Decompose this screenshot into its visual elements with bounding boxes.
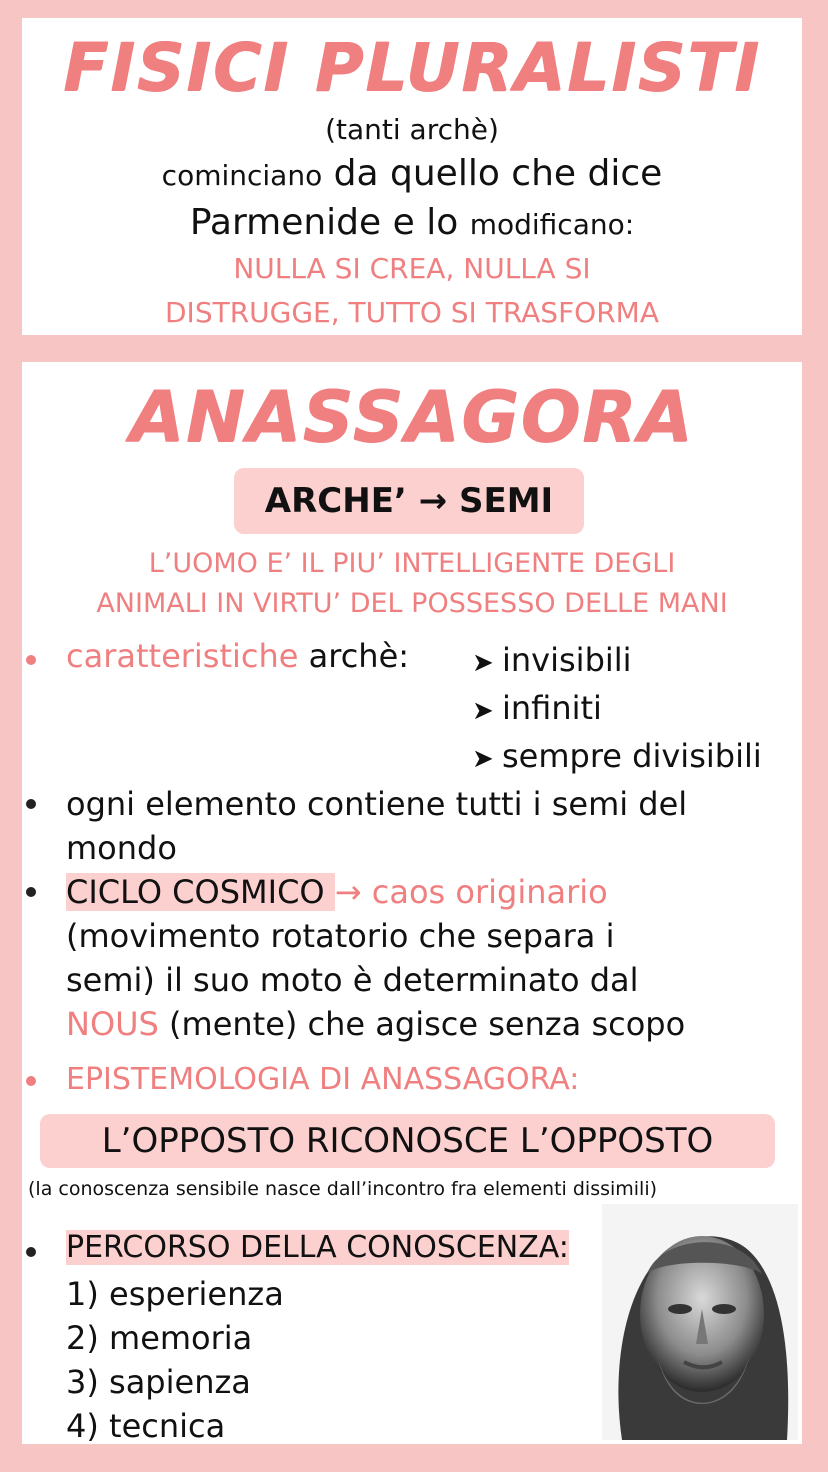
bullet-dot-icon — [26, 655, 36, 665]
percorso-heading — [66, 1226, 569, 1270]
intro-line-3-a: Parmenide e lo — [189, 202, 470, 243]
list-item: 1) esperienza — [66, 1275, 284, 1313]
list-item — [472, 734, 762, 782]
epistemologia-heading: EPISTEMOLOGIA DI ANASSAGORA: — [66, 1062, 580, 1097]
bullet-caratteristiche — [66, 634, 409, 678]
intro-card — [22, 18, 802, 335]
principle-line-1: NULLA SI CREA, NULLA SI — [233, 252, 591, 285]
list-item: 4) tecnica — [66, 1407, 226, 1445]
features-list — [472, 638, 762, 782]
intro-line-3 — [22, 202, 802, 243]
list-item: 3) sapienza — [66, 1363, 251, 1401]
arrow-head-icon: ➤ — [472, 696, 494, 726]
percorso-label: PERCORSO DELLA CONOSCENZA: — [66, 1230, 569, 1265]
portrait-bust-image — [602, 1204, 798, 1440]
anassagora-card — [22, 362, 802, 1444]
caratteristiche-suffix: archè: — [298, 637, 410, 675]
conoscenza-note: (la conoscenza sensibile nasce dall’incontro fra elementi dissimili) — [28, 1178, 658, 1200]
steps-list — [66, 1272, 284, 1448]
ogni-line-1: ogni elemento contiene tutti i semi del — [66, 785, 688, 823]
arrow-head-icon: ➤ — [472, 648, 494, 678]
nous-rest: (mente) che agisce senza scopo — [158, 1005, 686, 1043]
list-item — [472, 638, 762, 686]
feature-text: infiniti — [502, 689, 602, 727]
intro-line-3-b: modificano: — [469, 208, 635, 241]
bullet-ogni-elemento — [66, 782, 786, 870]
caratteristiche-label: caratteristiche — [66, 637, 299, 675]
page-title: FISICI PLURALISTI — [63, 29, 761, 106]
bullet-dot-icon — [26, 1076, 36, 1086]
ciclo-arrow: → caos originario — [334, 873, 608, 911]
intro-line-2-b: da quello che dice — [322, 153, 663, 194]
bullet-dot-icon — [26, 887, 36, 897]
nous-label: NOUS — [66, 1005, 159, 1043]
intro-line-1: (tanti archè) — [325, 113, 499, 146]
list-item: 2) memoria — [66, 1319, 253, 1357]
principle-line-2: DISTRUGGE, TUTTO SI TRASFORMA — [165, 296, 659, 329]
ciclo-line-4 — [66, 1002, 786, 1046]
list-item — [472, 686, 762, 734]
opposto-pill: L’OPPOSTO RICONOSCE L’OPPOSTO — [40, 1114, 775, 1168]
ciclo-line-2: (movimento rotatorio che separa i — [66, 917, 615, 955]
intro-line-2-a: cominciano — [161, 159, 323, 192]
arrow-head-icon: ➤ — [472, 744, 494, 774]
ogni-line-2: mondo — [66, 829, 177, 867]
uomo-line-2: ANIMALI IN VIRTU’ DEL POSSESSO DELLE MANI — [96, 588, 728, 619]
section-title: ANASSAGORA — [129, 376, 695, 458]
ciclo-label: CICLO COSMICO — [66, 873, 335, 911]
arche-pill: ARCHE’ → SEMI — [234, 468, 584, 534]
bullet-dot-icon — [26, 1247, 36, 1257]
bullet-dot-icon — [26, 799, 36, 809]
feature-text: invisibili — [502, 641, 632, 679]
uomo-line-1: L’UOMO E’ IL PIU’ INTELLIGENTE DEGLI — [148, 548, 676, 579]
feature-text: sempre divisibili — [502, 737, 762, 775]
intro-line-2 — [22, 153, 802, 194]
bullet-ciclo-cosmico — [66, 870, 786, 1046]
ciclo-line-1 — [66, 870, 786, 914]
ciclo-line-3: semi) il suo moto è determinato dal — [66, 961, 639, 999]
